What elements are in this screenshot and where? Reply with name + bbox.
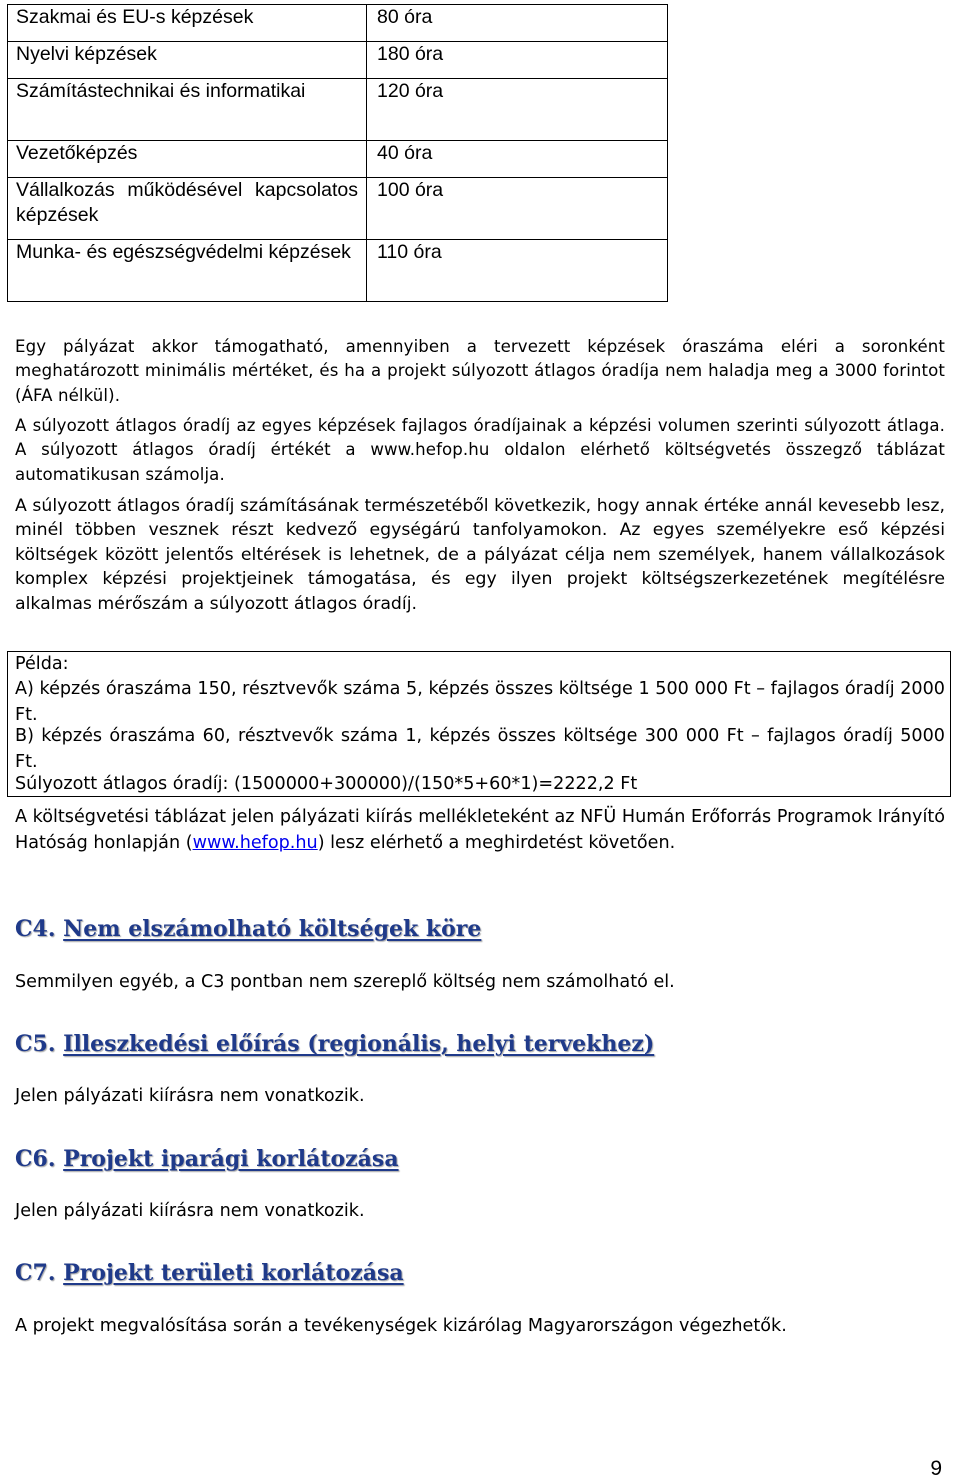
training-category: Munka- és egészségvédelmi képzések <box>8 240 367 302</box>
table-row <box>8 42 668 79</box>
hefop-link[interactable]: www.hefop.hu <box>192 832 318 853</box>
page-number: 9 <box>930 1457 942 1480</box>
section-number: C7. <box>15 1260 56 1286</box>
section-number: C5. <box>15 1031 56 1057</box>
training-hours: 180 óra <box>367 42 668 79</box>
section-body-c7: A projekt megvalósítása során a tevékenységek kizárólag Magyarországon végezhetők. <box>15 1316 787 1336</box>
weighted-rate-definition-paragraph: A súlyozott átlagos óradíj az egyes képzések fajlagos óradíjainak a képzési volumen szerinti súlyozott átlaga. A súlyozott átlagos óradíj értékét a www.hefop.hu oldalon elérhető költségvetés összegző táblázat automatikusan számolja. <box>15 416 945 484</box>
training-category: Számítástechnikai és informatikai <box>8 79 367 141</box>
example-label: Példa: <box>15 654 69 674</box>
section-heading-c4 <box>15 916 481 942</box>
section-body-c4: Semmilyen egyéb, a C3 pontban nem szereplő költség nem számolható el. <box>15 972 675 992</box>
training-category: Szakmai és EU-s képzések <box>8 5 367 42</box>
section-body-c6: Jelen pályázati kiírásra nem vonatkozik. <box>15 1201 365 1221</box>
section-number: C4. <box>15 916 56 942</box>
training-hours: 120 óra <box>367 79 668 141</box>
training-hours: 100 óra <box>367 178 668 240</box>
section-heading-c6 <box>15 1146 399 1172</box>
example-b: B) képzés óraszáma 60, résztvevők száma 1, képzés összes költsége 300 000 Ft – fajlagos óradíj 5000 Ft. <box>15 726 945 772</box>
section-number: C6. <box>15 1146 56 1172</box>
example-a: A) képzés óraszáma 150, résztvevők száma 5, képzés összes költsége 1 500 000 Ft – fajlagos óradíj 2000 Ft. <box>15 679 945 725</box>
training-hours: 40 óra <box>367 141 668 178</box>
table-row <box>8 5 668 42</box>
training-category: Vezetőképzés <box>8 141 367 178</box>
training-hours-table <box>7 4 668 302</box>
section-title: Illeszkedési előírás (regionális, helyi tervekhez) <box>63 1031 655 1057</box>
section-title: Nem elszámolható költségek köre <box>63 916 482 942</box>
section-title: Projekt területi korlátozása <box>63 1260 404 1286</box>
table-row <box>8 178 668 240</box>
weighted-rate-explanation-paragraph: A súlyozott átlagos óradíj számításának természetéből következik, hogy annak értéke annál kevesebb lesz, minél többen vesznek részt kedvező egységárú tanfolyamokon. Az egyes személyekre eső képzési költségek között jelentős eltérések is lehetnek, de a pályázat célja nem személyek, hanem vállalkozások komplex képzési projektjeinek támogatása, és egy ilyen projekt költségszerkezetének megítélésre alkalmas mérőszám a súlyozott átlagos óradíj. <box>15 496 945 614</box>
budget-note-text-before: A költségvetési táblázat jelen pályázati kiírás mellékleteként az NFÜ Humán Erőforrás Programok Irányító Hatóság honlapján ( <box>15 807 945 853</box>
section-heading-c7 <box>15 1260 404 1286</box>
table-row <box>8 141 668 178</box>
budget-table-note <box>15 805 945 856</box>
budget-note-text-after: ) lesz elérhető a meghirdetést követően. <box>317 832 676 853</box>
training-hours: 110 óra <box>367 240 668 302</box>
training-category: Nyelvi képzések <box>8 42 367 79</box>
section-heading-c5 <box>15 1031 654 1057</box>
table-row <box>8 79 668 141</box>
example-result: Súlyozott átlagos óradíj: (1500000+300000)/(150*5+60*1)=2222,2 Ft <box>15 774 638 794</box>
section-title: Projekt iparági korlátozása <box>63 1146 399 1172</box>
eligibility-paragraph: Egy pályázat akkor támogatható, amennyiben a tervezett képzések óraszáma eléri a soronként meghatározott minimális mértéket, és ha a projekt súlyozott átlagos óradíja nem haladja meg a 3000 forintot (ÁFA nélkül). <box>15 337 945 405</box>
training-category: Vállalkozás működésével kapcsolatos képzések <box>8 178 367 240</box>
section-body-c5: Jelen pályázati kiírásra nem vonatkozik. <box>15 1086 365 1106</box>
training-hours: 80 óra <box>367 5 668 42</box>
table-row <box>8 240 668 302</box>
